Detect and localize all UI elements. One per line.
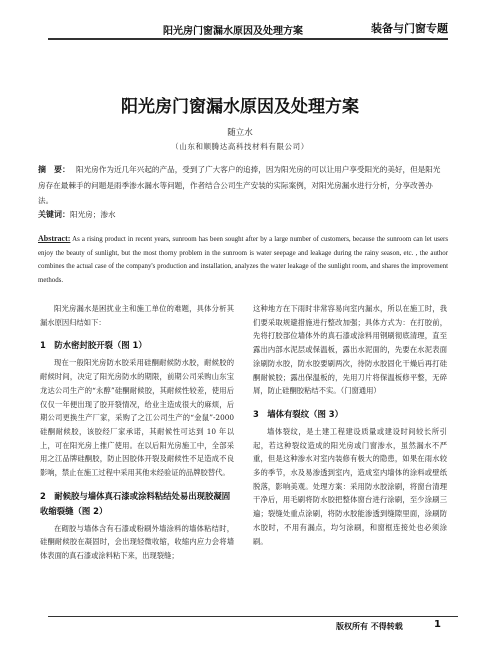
running-title: 阳光房门窗漏水原因及处理方案 — [163, 26, 303, 37]
intro-paragraph: 阳光房漏水是困扰业主和施工单位的难题，具体分析其漏水原因归结如下： — [40, 304, 234, 327]
body-column-left — [40, 302, 234, 563]
abstract-chinese — [38, 162, 448, 209]
body-column-right — [253, 302, 447, 548]
section-heading-2: 2 耐候胶与墙体真石漆或涂料粘结处易出现胶凝固收缩裂缝（图 2） — [40, 490, 231, 516]
copyright-notice: 版权所有 不得转载 — [336, 621, 403, 631]
author-affiliation: （山东和顺腾达高科技材料有限公司） — [171, 142, 309, 151]
author-name: 随立水 — [227, 128, 253, 138]
keywords-text: 阳光房；渗水 — [70, 210, 116, 219]
keywords — [38, 209, 448, 220]
section-2-continued: 这种地方在下雨时非常容易向室内漏水，所以在施工时，我们要采取规避措施进行整改加强；具体方式为：在打胶前，先将打胶部位墙体外的真石漆或涂料用钢刷彻底清理，直至露出内部水泥层或保温板，露出水泥面的，先要在水泥表面涂刷防水胶，防水胶要刷两次，待防水胶固化干燥后再打硅酮耐候胶；露出保温板的，先用刀片将保温板修平整，无碎屑，防止硅酮胶粘结不实。（门窗通用） — [253, 304, 447, 396]
keywords-label: 关键词： — [38, 210, 70, 219]
abstract-en-text: As a rising product in recent years, sunroom has been sought after by a large number of customers, because the sunroom can let users enjoy the beauty of sunlight, but the most thorny problem in the sunroom is water seepage and leakage during the rainy season, etc. , the author combines the actual case of the company's production and installation, analyzes the water leakage of the sunlight room, and shares the improvement methods. — [38, 236, 449, 284]
section-1-paragraph: 现在一般阳光房防水胶采用硅酮耐候防水胶，耐候胶的耐候时间，决定了阳光房防水的期限，前期公司采购山东宝龙达公司生产的“永醇”硅酮耐候胶，其耐候性较差，使用后仅仅一年便出现了胶开裂情况，给业主造成很大的麻烦，后期公司更换生产厂家，采购了之江公司生产的“金鼠”-2000 硅酮耐候胶，该胶经厂家承诺，其耐候性可达到 10 年以上，可在阳光房上推广使用。在以后阳光房施工中，全部采用之江品牌硅酮胶，防止因胶体开裂及耐候性不足造成不良影响，禁止在施工过程中采用其他未经验证的品牌胶替代。 — [40, 358, 234, 478]
section-2-paragraph: 在砌胶与墙体含有石漆或粉刷外墙涂料的墙体粘结时，硅酮耐候胶在凝固时，会出现轻微收缩，收缩内应力会将墙体表面的真石漆或涂料粘下来，出现裂缝； — [40, 523, 234, 561]
abstract-cn-label: 摘 要： — [38, 165, 70, 174]
footer-rule — [48, 616, 458, 617]
section-heading-1: 1 防水密封胶开裂（图 1） — [40, 340, 147, 351]
series-title: 装备与门窗专题 — [371, 22, 448, 35]
abstract-english — [38, 232, 448, 287]
section-heading-3: 3 墙体有裂纹（图 3） — [253, 408, 343, 419]
article-title: 阳光房门窗漏水原因及处理方案 — [121, 97, 359, 117]
page-header — [48, 18, 448, 40]
abstract-en-label: Abstract: — [38, 234, 71, 243]
abstract-cn-text: 阳光房作为近几年兴起的产品，受到了广大客户的追捧，因为阳光房的可以让用户享受阳光的美好，但是阳光房存在最棘手的问题是雨季渗水漏水等问题，作者结合公司生产安装的实际案例，对阳光房漏水进行分析，分享改善办法。 — [38, 165, 441, 205]
page-number: 1 — [434, 619, 441, 630]
section-3-paragraph: 墙体裂纹，是土建工程建设质量或建设时间较长所引起，若这种裂纹造成的阳光房或门窗渗水，虽然漏水不严重，但是这种渗水对室内装修有极大的隐患，如果在雨水较多的季节，水及易渗透到室内，造成室内墙体的涂料或壁纸脱落，影响美观。处理方案：采用防水胶涂刷，将窗台清理干净后，用毛刷将防水胶把整体窗台进行涂刷，至少涂刷三遍；裂缝处重点涂刷，将防水胶能渗透到缝隙里面，涂刷防水胶时，不用有漏点，均匀涂刷，和窗框连接处也必须涂刷。 — [253, 426, 447, 546]
